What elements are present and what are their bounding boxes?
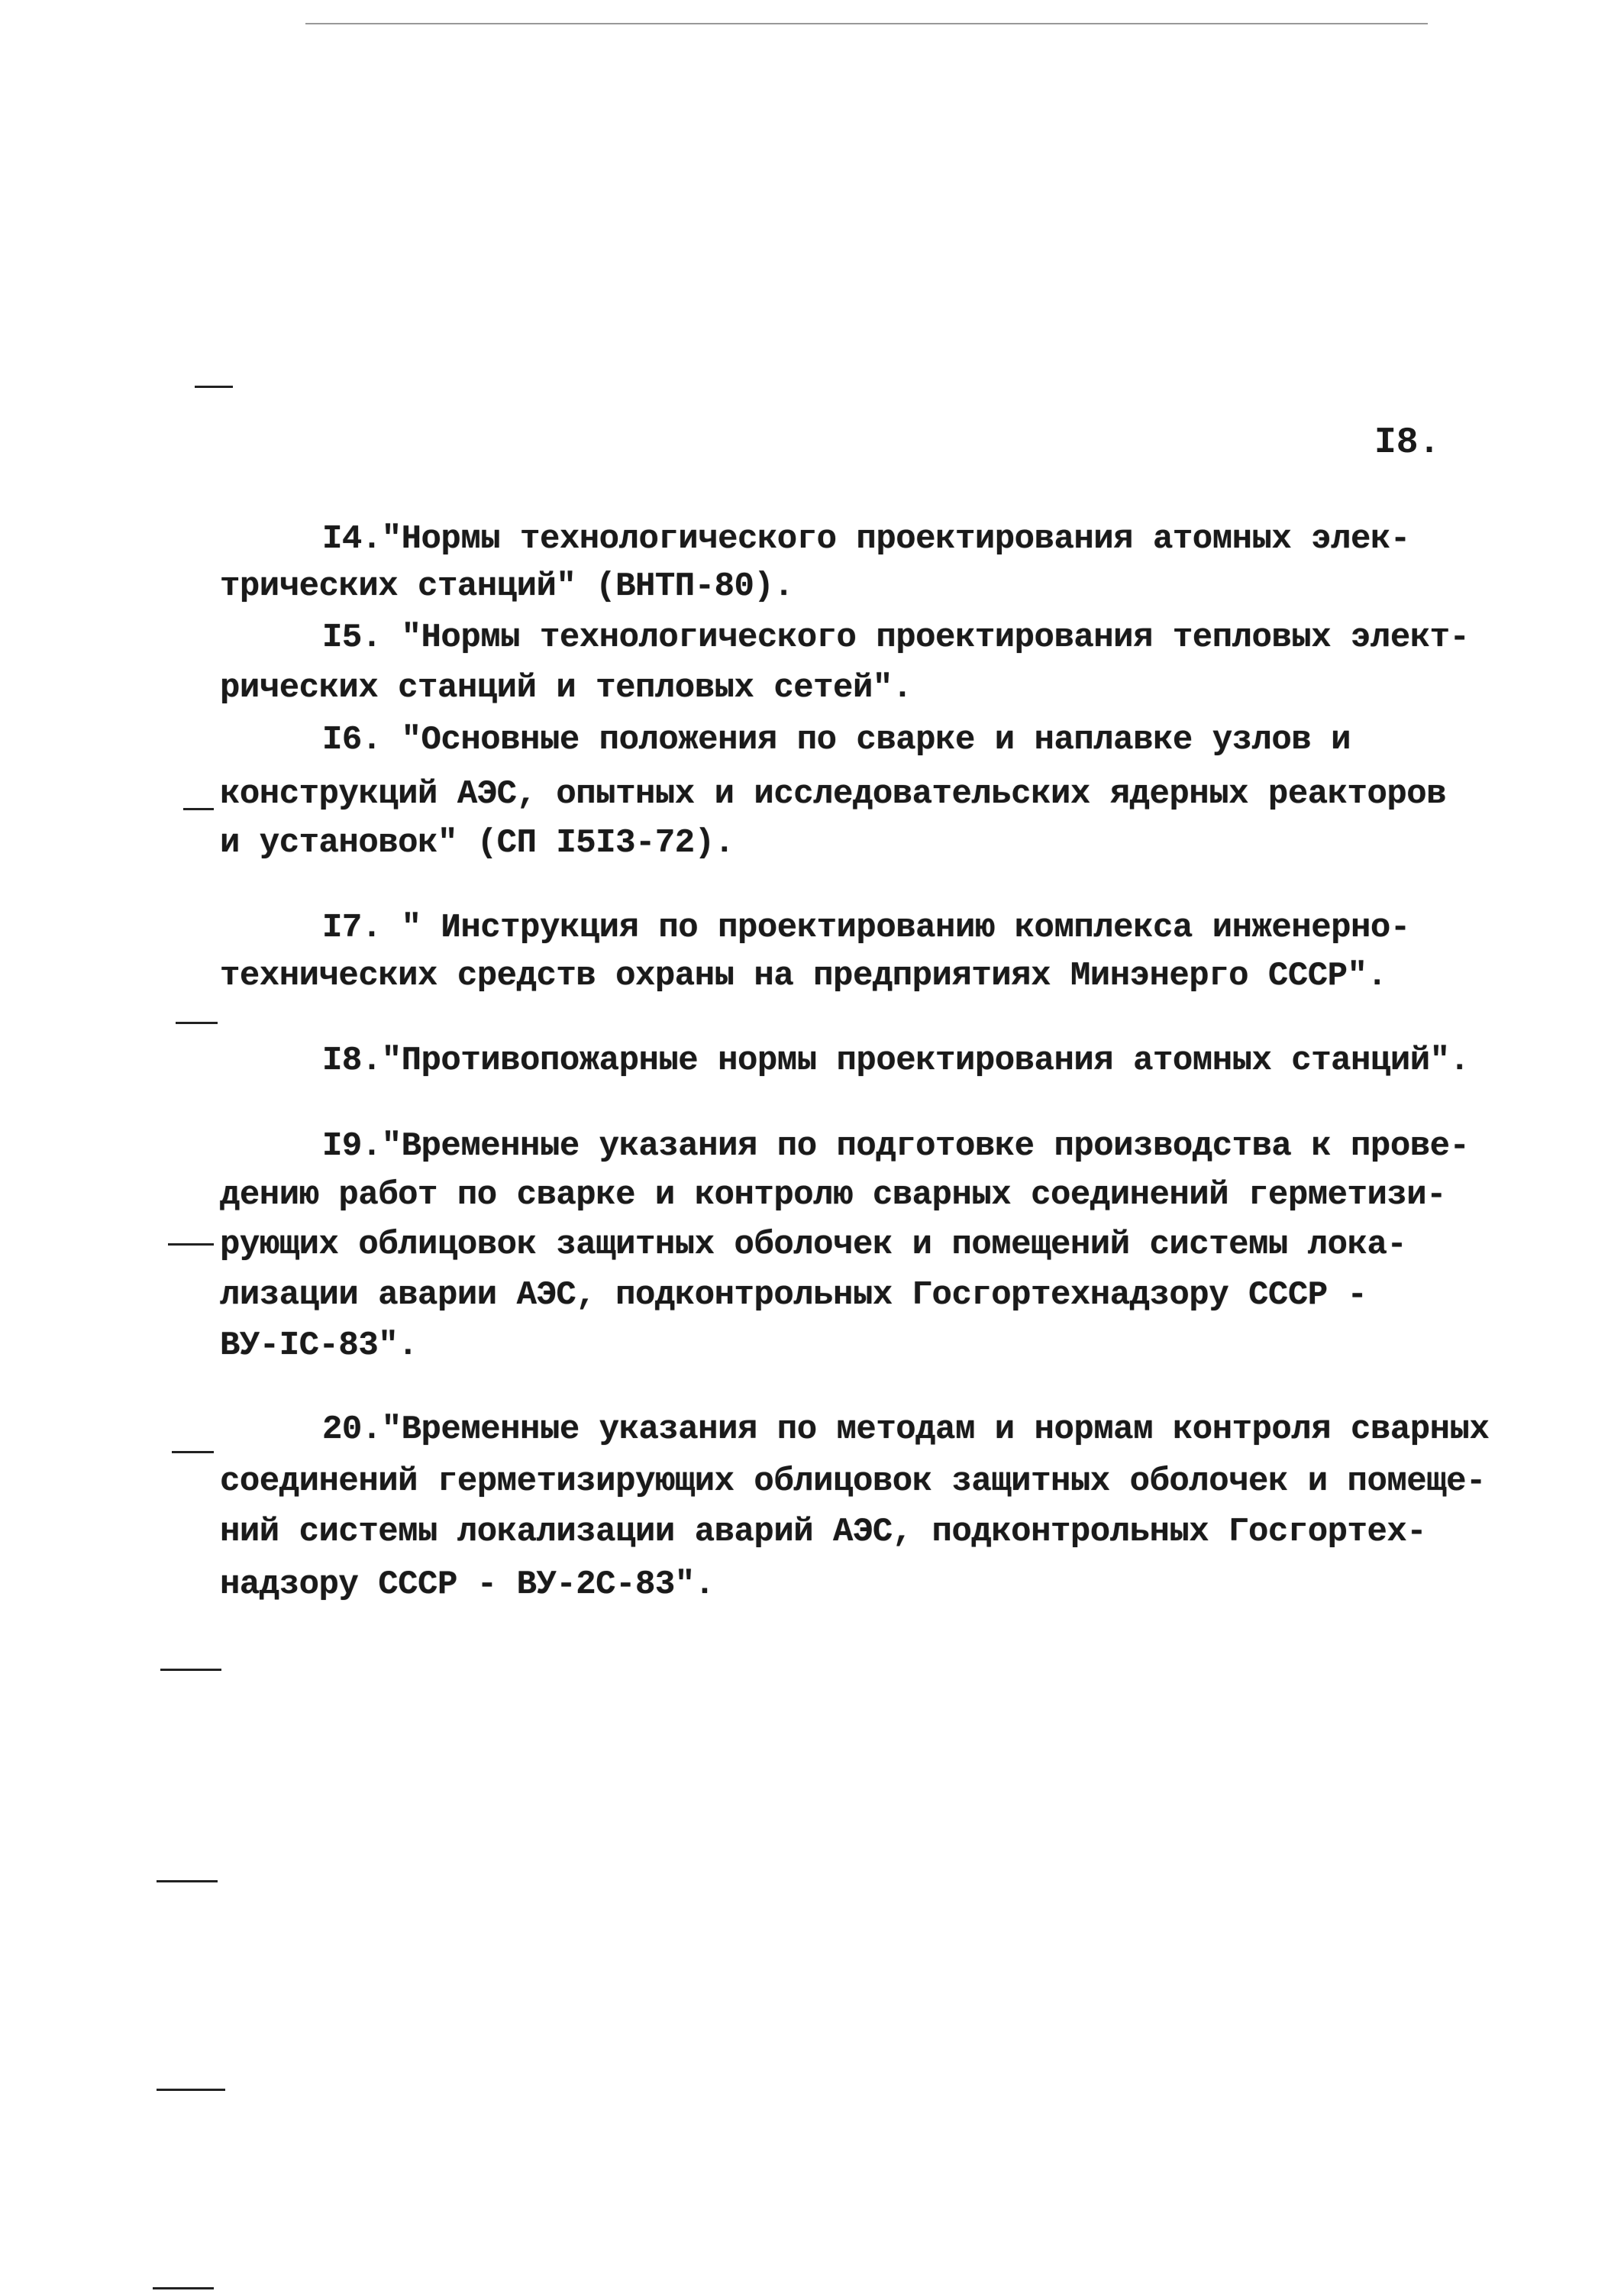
margin-mark bbox=[195, 386, 233, 388]
item-line: ВУ-IС-83". bbox=[220, 1326, 418, 1365]
margin-mark bbox=[157, 2089, 225, 2091]
margin-mark bbox=[172, 1451, 214, 1453]
page-number: I8. bbox=[1374, 422, 1441, 464]
item-line: и установок" (СП I5I3-72). bbox=[220, 824, 735, 862]
item-line: I9."Временные указания по подготовке производства к прове- bbox=[322, 1127, 1470, 1165]
item-line: ний системы локализации аварий АЭС, подконтрольных Госгортех- bbox=[220, 1513, 1427, 1551]
item-line: конструкций АЭС, опытных и исследовательских ядерных реакторов bbox=[220, 775, 1447, 813]
item-line: трических станций" (ВНТП-80). bbox=[220, 567, 794, 606]
item-line: I4."Нормы технологического проектирования атомных элек- bbox=[322, 520, 1410, 558]
item-line: I7. " Инструкция по проектированию комплекса инженерно- bbox=[322, 909, 1410, 947]
margin-mark bbox=[183, 808, 214, 810]
item-line: 20."Временные указания по методам и нормам контроля сварных bbox=[322, 1410, 1490, 1449]
item-line: I8."Противопожарные нормы проектирования атомных станций". bbox=[322, 1042, 1470, 1080]
item-line: дению работ по сварке и контролю сварных соединений герметизи- bbox=[220, 1176, 1447, 1214]
margin-mark bbox=[160, 1669, 221, 1671]
item-line: I5. "Нормы технологического проектирования тепловых элект- bbox=[322, 619, 1470, 657]
item-line: соединений герметизирующих облицовок защитных оболочек и помеще- bbox=[220, 1462, 1486, 1501]
item-line: технических средств охраны на предприятиях Минэнерго СССР". bbox=[220, 957, 1387, 995]
item-line: лизации аварии АЭС, подконтрольных Госгортехнадзору СССР - bbox=[220, 1276, 1367, 1314]
item-line: рующих облицовок защитных оболочек и помещений системы лока- bbox=[220, 1226, 1407, 1264]
item-line: I6. "Основные положения по сварке и наплавке узлов и bbox=[322, 721, 1351, 759]
margin-mark bbox=[168, 1243, 214, 1246]
item-line: надзору СССР - ВУ-2С-83". bbox=[220, 1566, 715, 1604]
margin-mark bbox=[176, 1022, 218, 1024]
scan-edge-line bbox=[305, 23, 1428, 24]
item-line: рических станций и тепловых сетей". bbox=[220, 669, 912, 707]
margin-mark bbox=[157, 1880, 218, 1882]
margin-mark bbox=[153, 2287, 214, 2289]
